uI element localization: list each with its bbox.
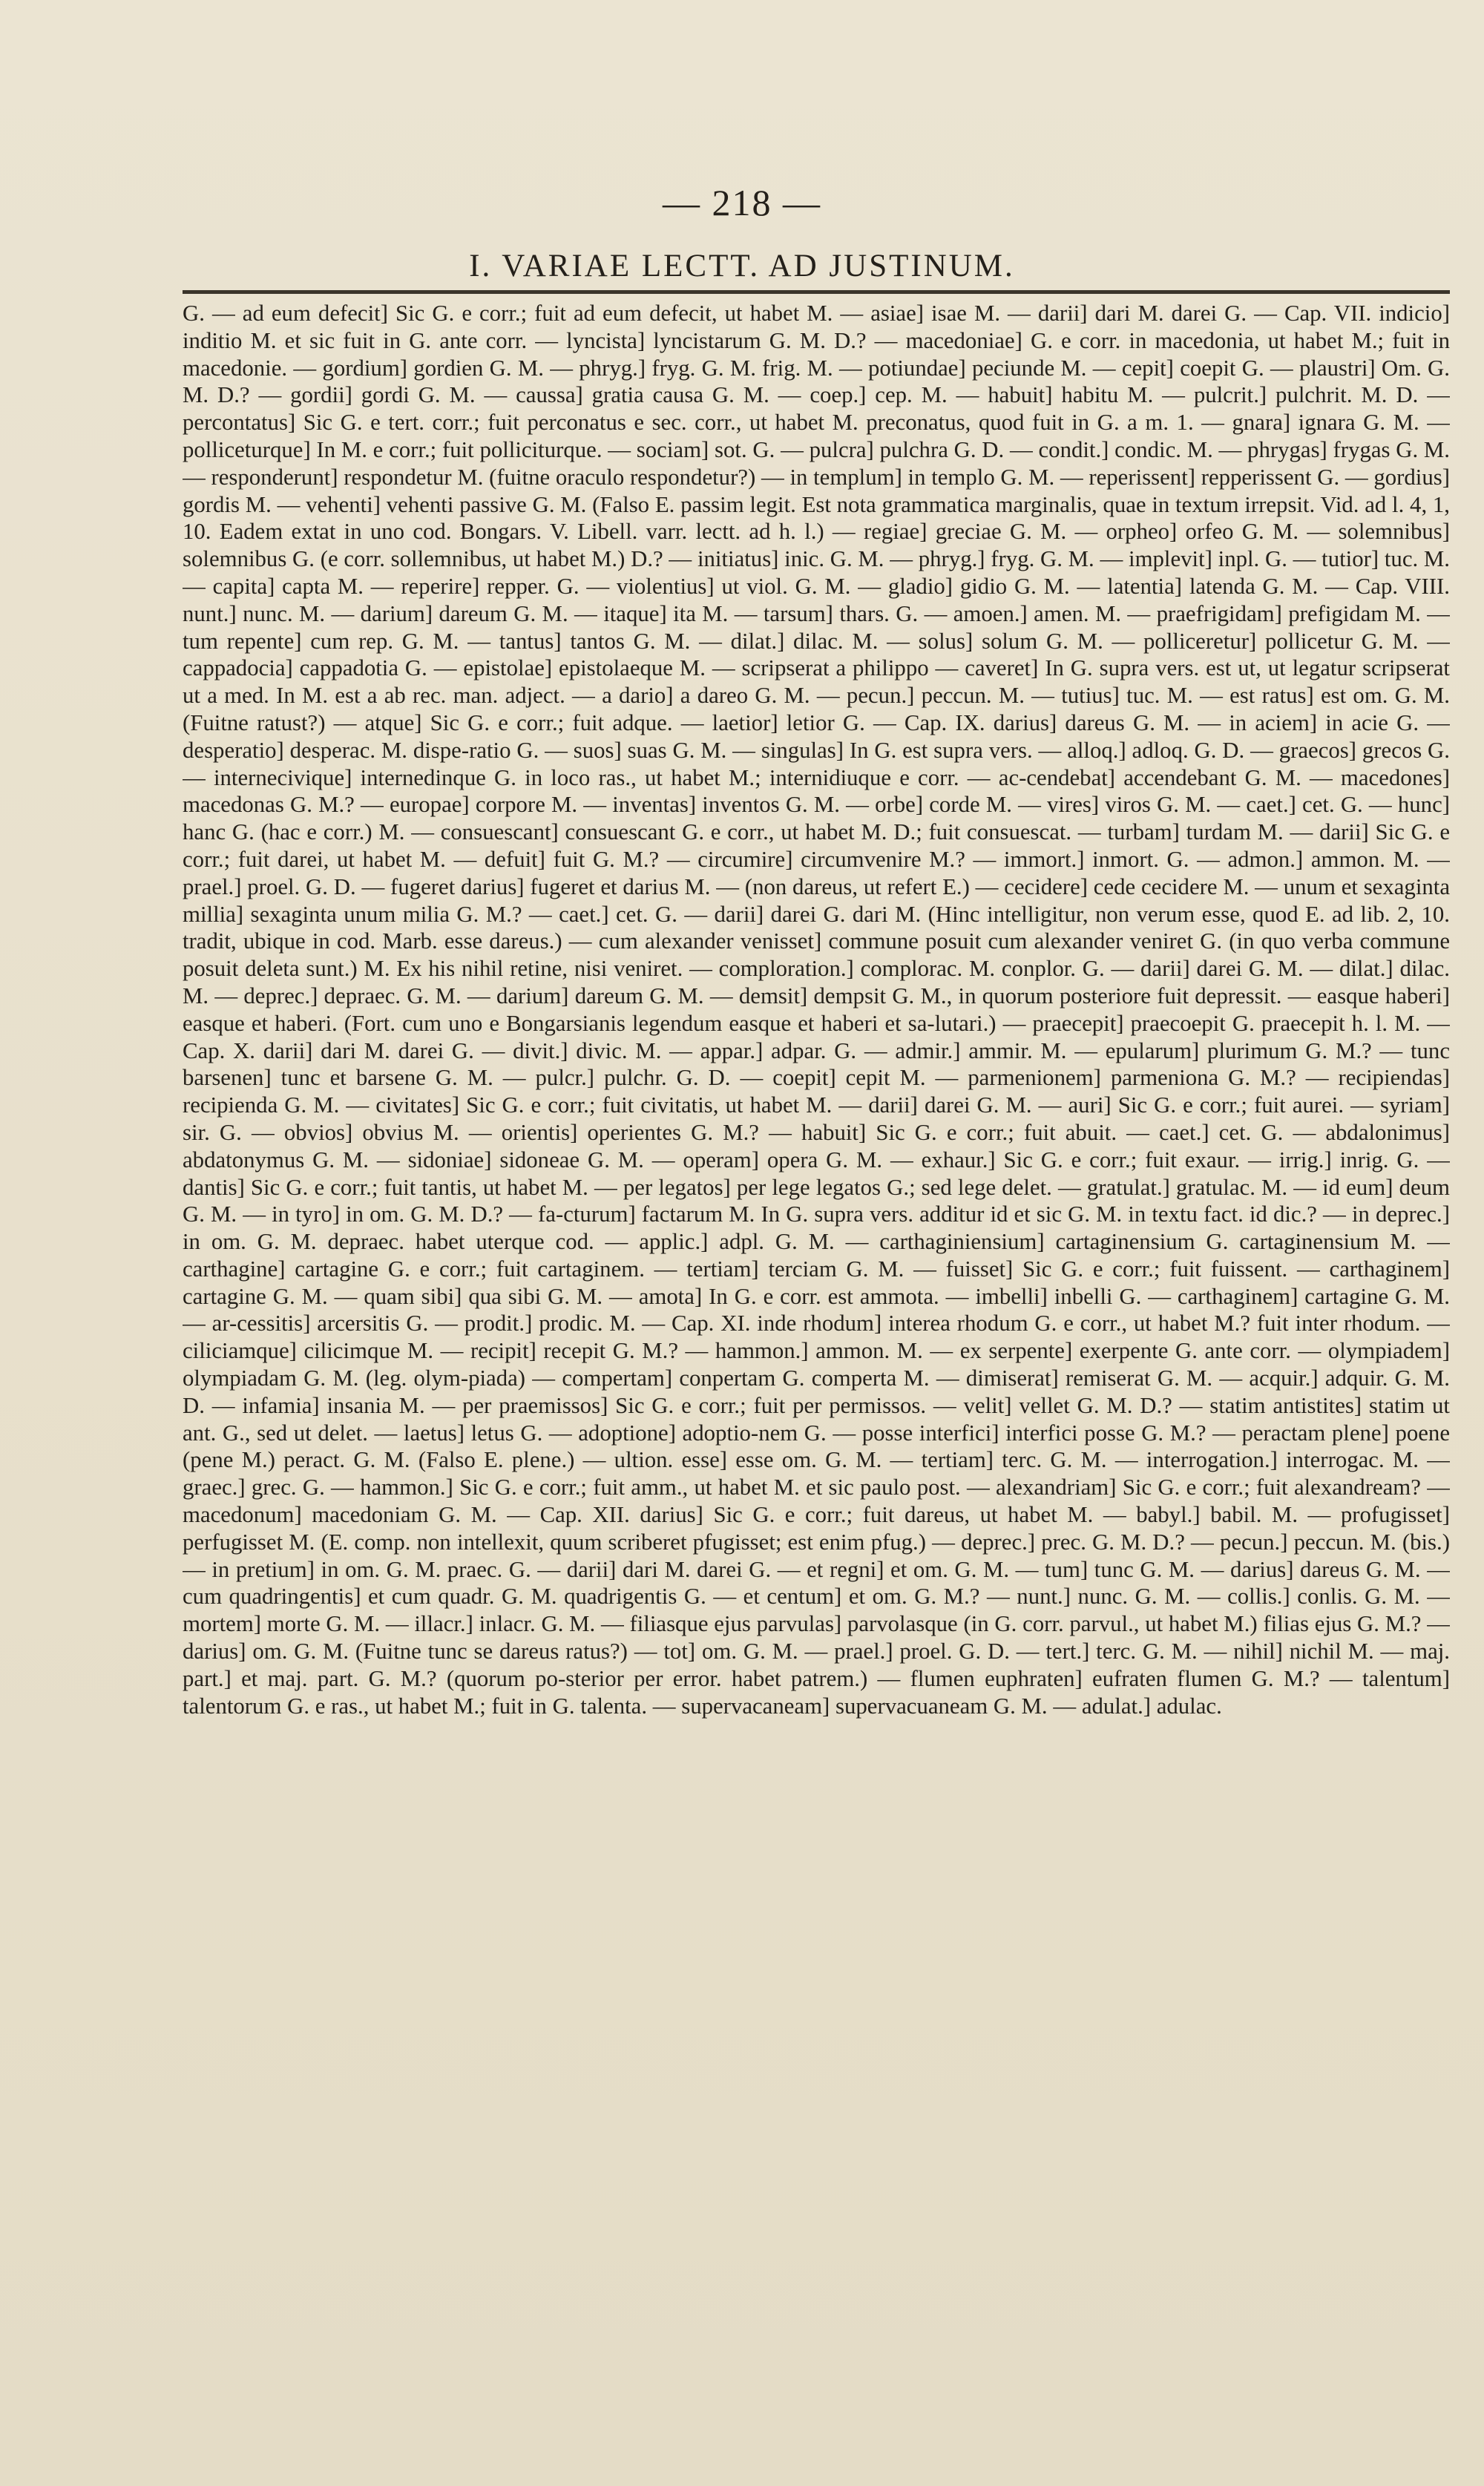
section-heading: I. VARIAE LECTT. AD JUSTINUM. bbox=[469, 249, 1015, 283]
page-number: — 218 — bbox=[663, 182, 821, 223]
heading-rule bbox=[183, 290, 1450, 294]
critical-apparatus-text: G. — ad eum defecit] Sic G. e corr.; fuit ad eum defecit, ut habet M. — asiae] isae M. — darii] dari M. darei G. — Cap. VII. indicio] inditio M. et sic fuit in G. ante corr. — lyncista] lyncistarum G. M. D.? — macedoniae] G. e corr. in macedonia, ut habet M.; fuit in macedonie. — gordium] gordien G. M. — phryg.] fryg. G. M. frig. M. — potiundae] peciunde M. — cepit] coepit G. — plaustri] Om. G. M. D.? — gordii] gordi G. M. — caussa] gratia causa G. M. — coep.] cep. M. — habuit] habitu M. — pulcrit.] pulchrit. M. D. — percontatus] Sic G. e tert. corr.; fuit perconatus e sec. corr., ut habet M. preconatus, quod fuit in G. a m. 1. — gnara] ignara G. M. — polliceturque] In M. e corr.; fuit polliciturque. — sociam] sot. G. — pulcra] pulchra G. D. — condit.] condic. M. — phrygas] frygas G. M. — responderunt] respondetur M. (fuitne oraculo respondetur?) — in templum] in templo G. M. — reperissent] repperissent G. — gordius] gordis M. — vehenti] vehenti passive G. M. (Falso E. passim legit. Est nota grammatica marginalis, quae in textum irrepsit. Vid. ad l. 4, 1, 10. Eadem extat in uno cod. Bongars. V. Libell. varr. lectt. ad h. l.) — regiae] greciae G. M. — orpheo] orfeo G. M. — solemnibus] solemnibus G. (e corr. sollemnibus, ut habet M.) D.? — initiatus] inic. G. M. — phryg.] fryg. G. M. — implevit] inpl. G. — tutior] tuc. M. — capita] capta M. — reperire] repper. G. — violentius] ut viol. G. M. — gladio] gidio G. M. — latentia] latenda G. M. — Cap. VIII. nunt.] nunc. M. — darium] dareum G. M. — itaque] ita M. — tarsum] thars. G. — amoen.] amen. M. — praefrigidam] prefigidam M. — tum repente] cum rep. G. M. — tantus] tantos G. M. — dilat.] dilac. M. — solus] solum G. M. — polliceretur] pollicetur G. M. — cappadocia] cappadotia G. — epistolae] epistolaeque M. — scripserat a philippo — caveret] In G. supra vers. est ut, ut legatur scripserat ut a med. In M. est a ab rec. man. adject. — a dario] a dareo G. M. — pecun.] peccun. M. — tutius] tuc. M. — est ratus] est om. G. M. (Fuitne ratust?) — atque] Sic G. e corr.; fuit adque. — laetior] letior G. — Cap. IX. darius] dareus G. M. — in aciem] in acie G. — desperatio] desperac. M. dispe-ratio G. — suos] suas G. M. — singulas] In G. est supra vers. — alloq.] adloq. G. D. — graecos] grecos G. — internecivique] internedinque G. in loco ras., ut habet M.; internidiuque e corr. — ac-cendebat] accendebant G. M. — macedones] macedonas G. M.? — europae] corpore M. — inventas] inventos G. M. — orbe] corde M. — vires] viros G. M. — caet.] cet. G. — hunc] hanc G. (hac e corr.) M. — consuescant] consuescant G. e corr., ut habet M. D.; fuit consuescat. — turbam] turdam M. — darii] Sic G. e corr.; fuit darei, ut habet M. — defuit] fuit G. M.? — circumire] circumvenire M.? — immort.] inmort. G. — admon.] ammon. M. — prael.] proel. G. D. — fugeret darius] fugeret et darius M. — (non dareus, ut refert E.) — cecidere] cede cecidere M. — unum et sexaginta millia] sexaginta unum milia G. M.? — caet.] cet. G. — darii] darei G. dari M. (Hinc intelligitur, non verum esse, quod E. ad lib. 2, 10. tradit, ubique in cod. Marb. esse dareus.) — cum alexander venisset] commune posuit cum alexander veniret G. (in quo verba commune posuit deleta sunt.) M. Ex his nihil retine, nisi veniret. — comploration.] complorac. M. conplor. G. — darii] darei G. M. — dilat.] dilac. M. — deprec.] depraec. G. M. — darium] dareum G. M. — demsit] dempsit G. M., in quorum posteriore fuit depressit. — easque haberi] easque et haberi. (Fort. cum uno e Bongarsianis legendum easque et haberi et sa-lutari.) — praecepit] praecoepit G. praecepit h. l. M. — Cap. X. darii] dari M. darei G. — divit.] divic. M. — appar.] adpar. G. — admir.] ammir. M. — epularum] plurimum G. M.? — tunc barsenen] tunc et barsene G. M. — pulcr.] pulchr. G. D. — coepit] cepit M. — parmenionem] parmeniona G. M.? — recipiendas] recipienda G. M. — civitates] Sic G. e corr.; fuit civitatis, ut habet M. — darii] darei G. M. — auri] Sic G. e corr.; fuit aurei. — syriam] sir. G. — obvios] obvius M. — orientis] operientes G. M.? — habuit] Sic G. e corr.; fuit abuit. — caet.] cet. G. — abdalonimus] abdatonymus G. M. — sidoniae] sidoneae G. M. — operam] opera G. M. — exhaur.] Sic G. e corr.; fuit exaur. — irrig.] inrig. G. — dantis] Sic G. e corr.; fuit tantis, ut habet M. — per legatos] per lege legatos G.; sed lege delet. — gratulat.] gratulac. M. — id eum] deum G. M. — in tyro] in om. G. M. D.? — fa-cturum] factarum M. In G. supra vers. additur id et sic G. M. in textu fact. id dic.? — in deprec.] in om. G. M. depraec. habet uterque cod. — applic.] adpl. G. M. — carthaginiensium] cartaginensium G. cartaginensium M. — carthagine] cartagine G. e corr.; fuit cartaginem. — tertiam] terciam G. M. — fuisset] Sic G. e corr.; fuit fuissent. — carthaginem] cartagine G. M. — quam sibi] qua sibi G. M. — amota] In G. e corr. est ammota. — imbelli] inbelli G. — carthaginem] cartagine G. M. — ar-cessitis] arcersitis G. — prodit.] prodic. M. — Cap. XI. inde rhodum] interea rhodum G. e corr., ut habet M.? fuit inter rhodum. — ciliciamque] cilicimque M. — recipit] recepit G. M.? — hammon.] ammon. M. — ex serpente] exerpente G. ante corr. — olympiadem] olympiadam G. M. (leg. olym-piada) — compertam] conpertam G. comperta M. — dimiserat] remiserat G. M. — acquir.] adquir. G. M. D. — infamia] insania M. — per praemissos] Sic G. e corr.; fuit per permissos. — velit] vellet G. M. D.? — statim antistites] statim ut ant. G., sed ut delet. — laetus] letus G. — adoptione] adoptio-nem G. — posse interfici] interfici posse G. M.? — peractam plene] poene (pene M.) peract. G. M. (Falso E. plene.) — ultion. esse] esse om. G. M. — tertiam] terc. G. M. — interrogation.] interrogac. M. — graec.] grec. G. — hammon.] Sic G. e corr.; fuit amm., ut habet M. et sic paulo post. — alexandriam] Sic G. e corr.; fuit alexandream? — macedonum] macedoniam G. M. — Cap. XII. darius] Sic G. e corr.; fuit dareus, ut habet M. — babyl.] babil. M. — profugisset] perfugisset M. (E. comp. non intellexit, quum scriberet pfugisset; est enim pfug.) — deprec.] prec. G. M. D.? — pecun.] peccun. M. (bis.) — in pretium] in om. G. M. praec. G. — darii] dari M. darei G. — et regni] et om. G. M. — tum] tunc G. M. — darius] dareus G. M. — cum quadringentis] et cum quadr. G. M. quadrigentis G. — et centum] et om. G. M.? — nunt.] nunc. G. M. — collis.] conlis. G. M. — mortem] morte G. M. — illacr.] inlacr. G. M. — filiasque ejus parvulas] parvolasque (in G. corr. parvul., ut habet M.) filias ejus G. M.? — darius] om. G. M. (Fuitne tunc se dareus ratus?) — tot] om. G. M. — prael.] proel. G. D. — tert.] terc. G. M. — nihil] nichil M. — maj. part.] et maj. part. G. M.? (quorum po-sterior per error. habet patrem.) — flumen euphraten] eufraten flumen G. M.? — talentum] talentorum G. e ras., ut habet M.; fuit in G. talenta. — supervacaneam] supervacuaneam G. M. — adulat.] adulac. bbox=[183, 301, 1450, 1719]
